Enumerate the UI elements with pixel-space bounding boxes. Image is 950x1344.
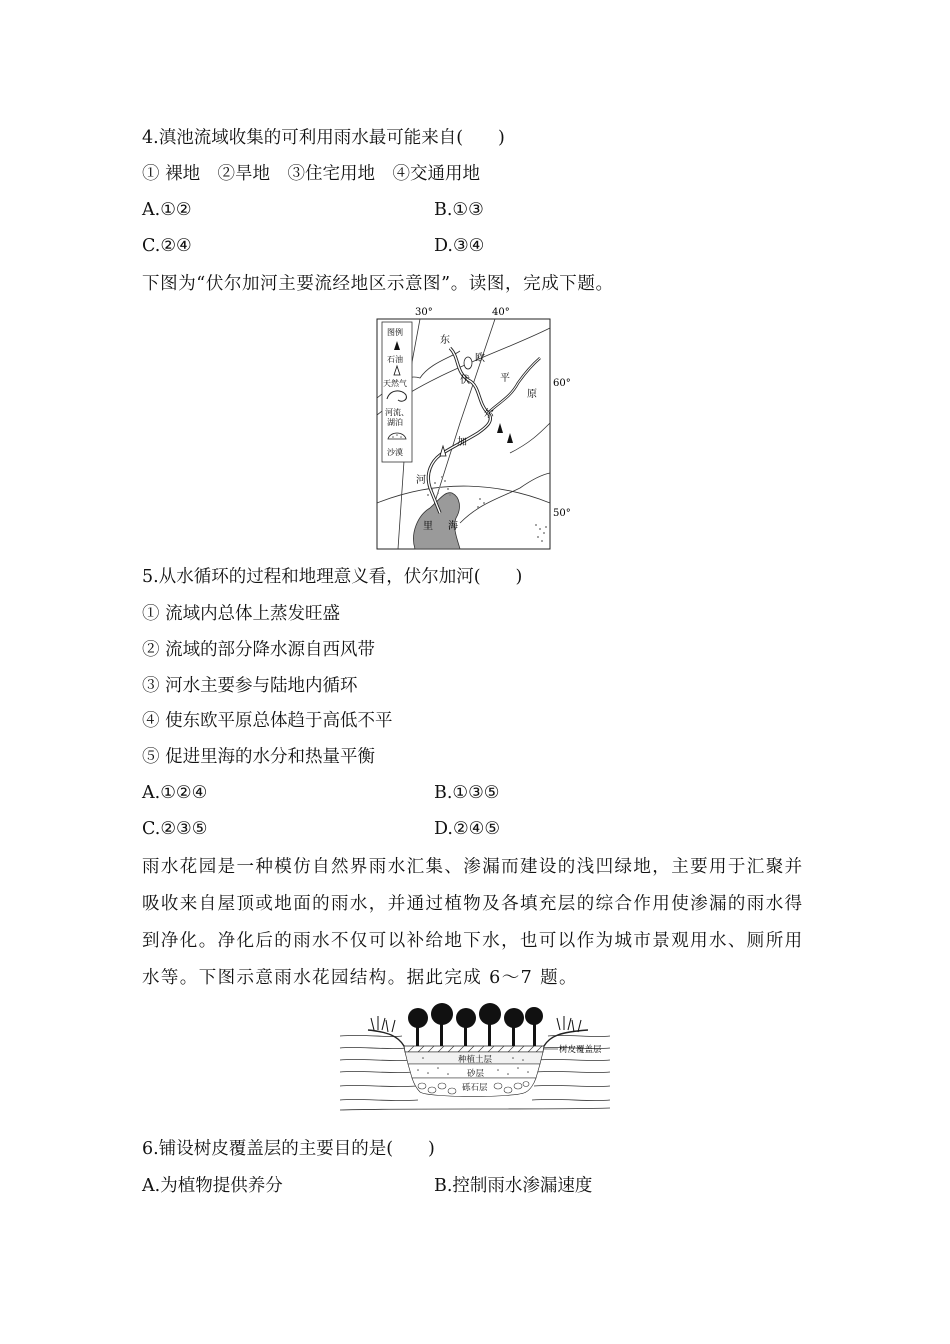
rain-garden-diagram [338, 998, 613, 1116]
q4-items: ① 裸地 ②旱地 ③住宅用地 ④交通用地 [142, 164, 481, 184]
sand-layer-label: 砂层 [467, 1069, 485, 1079]
lat-label-50: 50° [553, 508, 571, 519]
bark-layer-label: 树皮覆盖层 [559, 1045, 602, 1055]
q5-item-5: ⑤ 促进里海的水分和热量平衡 [142, 747, 376, 767]
q5-option-d: D.②④⑤ [434, 819, 501, 839]
lat-label-60: 60° [553, 378, 571, 389]
plain-char-2: 欧 [475, 353, 485, 364]
q6-option-b: B.控制雨水渗漏速度 [434, 1176, 593, 1196]
lon-label-30: 30° [415, 307, 433, 318]
q4-option-d: D.③④ [434, 236, 485, 256]
plain-char-4: 原 [527, 389, 537, 400]
q5-item-3: ③ 河水主要参与陆地内循环 [142, 676, 358, 696]
map-intro: 下图为“伏尔加河主要流经地区示意图”。读图，完成下题。 [142, 274, 614, 294]
q5-option-b: B.①③⑤ [434, 783, 500, 803]
q6-option-a: A.为植物提供养分 [142, 1176, 283, 1196]
q5-item-4: ④ 使东欧平原总体趋于高低不平 [142, 711, 393, 731]
plain-char-3: 平 [500, 373, 510, 384]
plain-char-1: 东 [440, 335, 450, 346]
legend-title: 图例 [387, 328, 403, 337]
q5-item-2: ② 流域的部分降水源自西风带 [142, 640, 376, 660]
plants [408, 1003, 543, 1046]
gravel-layer-label: 砾石层 [462, 1083, 488, 1093]
river-char-3: 加 [457, 437, 467, 448]
sea-char-2: 海 [448, 521, 458, 532]
lon-label-40: 40° [492, 307, 510, 318]
garden-intro-line-2: 吸收来自屋顶或地面的雨水，并通过植物及各填充层的综合作用使渗漏的雨水得 [142, 894, 804, 914]
grass [371, 1016, 581, 1032]
legend-river-label-2: 湖泊 [387, 418, 403, 427]
legend-oil-label: 石油 [387, 355, 403, 364]
volga-map [360, 303, 585, 553]
q4-stem: 4.滇池流域收集的可利用雨水最可能来自( ) [142, 128, 505, 148]
q5-item-1: ① 流域内总体上蒸发旺盛 [142, 604, 341, 624]
q5-option-c: C.②③⑤ [142, 819, 208, 839]
q6-stem: 6.铺设树皮覆盖层的主要目的是( ) [142, 1139, 435, 1159]
q4-option-b: B.①③ [434, 200, 484, 220]
river-char-4: 河 [416, 475, 426, 486]
river-char-2: 尔 [484, 409, 494, 420]
garden-intro-line-4: 水等。下图示意雨水花园结构。据此完成 6～7 题。 [142, 968, 578, 988]
soil-layer-label: 种植土层 [458, 1055, 493, 1065]
rain-garden-figure [338, 998, 613, 1116]
lake [464, 357, 472, 369]
legend-desert-label: 沙漠 [387, 448, 403, 457]
q4-option-c: C.②④ [142, 236, 192, 256]
q4-option-a: A.①② [142, 200, 192, 220]
legend-gas-label: 天然气 [383, 379, 407, 388]
sea-char-1: 里 [423, 521, 433, 532]
volga-map-figure [360, 303, 585, 553]
legend-river-label-1: 河流、 [385, 408, 409, 417]
river-char-1: 伏 [460, 375, 470, 386]
garden-intro-line-3: 到净化。净化后的雨水不仅可以补给地下水，也可以作为城市景观用水、厕所用 [142, 931, 804, 951]
q5-option-a: A.①②④ [142, 783, 208, 803]
garden-intro-line-1: 雨水花园是一种模仿自然界雨水汇集、渗漏而建设的浅凹绿地，主要用于汇聚并 [142, 857, 804, 877]
q5-stem: 5.从水循环的过程和地理意义看，伏尔加河( ) [142, 567, 523, 587]
